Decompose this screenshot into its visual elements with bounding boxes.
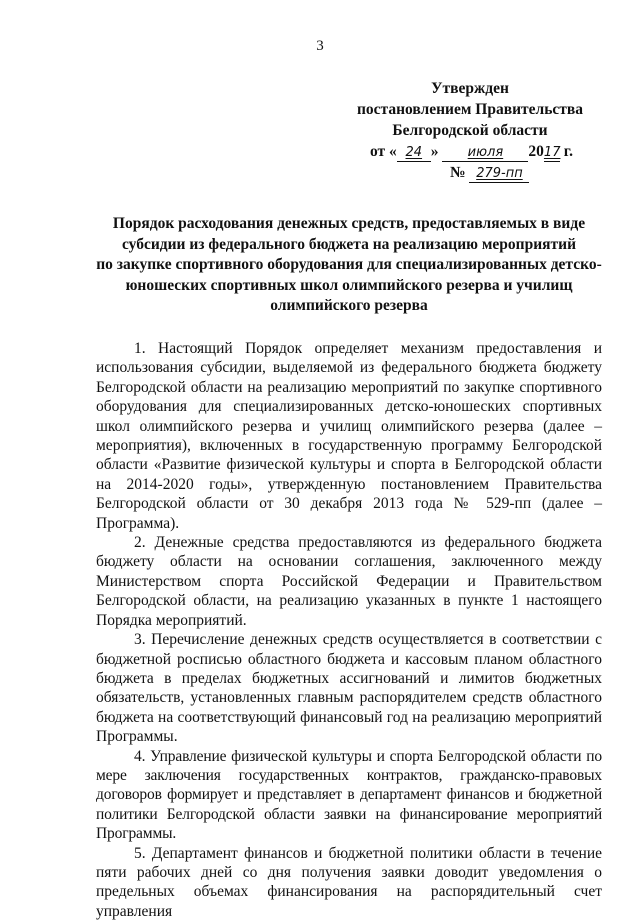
page-number: 3 — [316, 38, 324, 54]
approval-stamp-block — [340, 78, 600, 183]
title-line-1: Порядок расходования денежных средств, предоставляемых в виде — [112, 215, 586, 232]
title-line-2: субсидии из федерального бюджета на реализацию мероприятий — [121, 235, 577, 253]
approval-line-resolution: постановлением Правительства — [356, 101, 584, 118]
paragraph-1: 1. Настоящий Порядок определяет механизм предоставления и использования субсидии, выделяемой из федерального бюджета бюджету Белгородской области на реализацию мероприятий по закупке спортивного оборудования для специализированных детско-юношеских спортивных школ олимпийского резерва и училищ олимпийского резерва (далее – мероприятия), включенных в государственную программу Белгородской области «Развитие физической культуры и спорта в Белгородской области на 2014-2020 годы», утвержденную постановлением Правительства Белгородской области от 30 декабря 2013 года № 529-пп (далее – Программа). — [96, 340, 602, 532]
title-line-5: олимпийского резерва — [270, 297, 428, 314]
approval-line-approved: Утвержден — [431, 80, 509, 97]
document-body — [96, 339, 602, 921]
date-month: июля — [442, 144, 528, 162]
paragraph-3: 3. Перечисление денежных средств осуществляется в соответствии с бюджетной росписью областного бюджета и кассовым планом областного бюджета в пределах бюджетных ассигнований и лимитов бюджетных обязательств, установленных главным распорядителем средств областного бюджета на соответствующий финансовый год на реализацию мероприятий Программы. — [96, 631, 602, 746]
date-year-end: г. — [563, 143, 573, 160]
paragraph-2: 2. Денежные средства предоставляются из федерального бюджета бюджету области на основании соглашения, заключенного между Министерством спорта Российской Федерации и Правительством Белгородской области, на реализацию указанных в пункте 1 настоящего Порядка мероприятий. — [96, 534, 602, 629]
title-line-4: юношеских спортивных школ олимпийского резерва и училищ — [125, 276, 573, 294]
number-value: 279-пп — [469, 165, 529, 183]
document-title — [92, 214, 606, 317]
date-mid: » — [430, 143, 439, 160]
date-year-suffix: 17 — [543, 145, 561, 160]
approval-number — [340, 162, 600, 183]
approval-line-region: Белгородской области — [392, 122, 548, 139]
date-year-prefix: 20 — [528, 143, 544, 160]
paragraph-5: 5. Департамент финансов и бюджетной политики области в течение пяти рабочих дней со дня получения заявки доводит уведомления о предельных объемах финансирования на распорядительный счет управления — [96, 844, 602, 920]
number-prefix: № — [450, 164, 466, 181]
approval-date — [340, 141, 600, 162]
paragraph-4: 4. Управление физической культуры и спорта Белгородской области по мере заключения государственных контрактов, гражданско-правовых договоров формирует и представляет в департамент финансов и бюджетной политики Белгородской области заявки на финансирование мероприятий Программы. — [96, 747, 602, 843]
date-prefix: от « — [370, 143, 397, 160]
date-day: 24 — [397, 144, 431, 162]
title-line-3: по закупке спортивного оборудования для специализированных детско- — [96, 256, 602, 273]
